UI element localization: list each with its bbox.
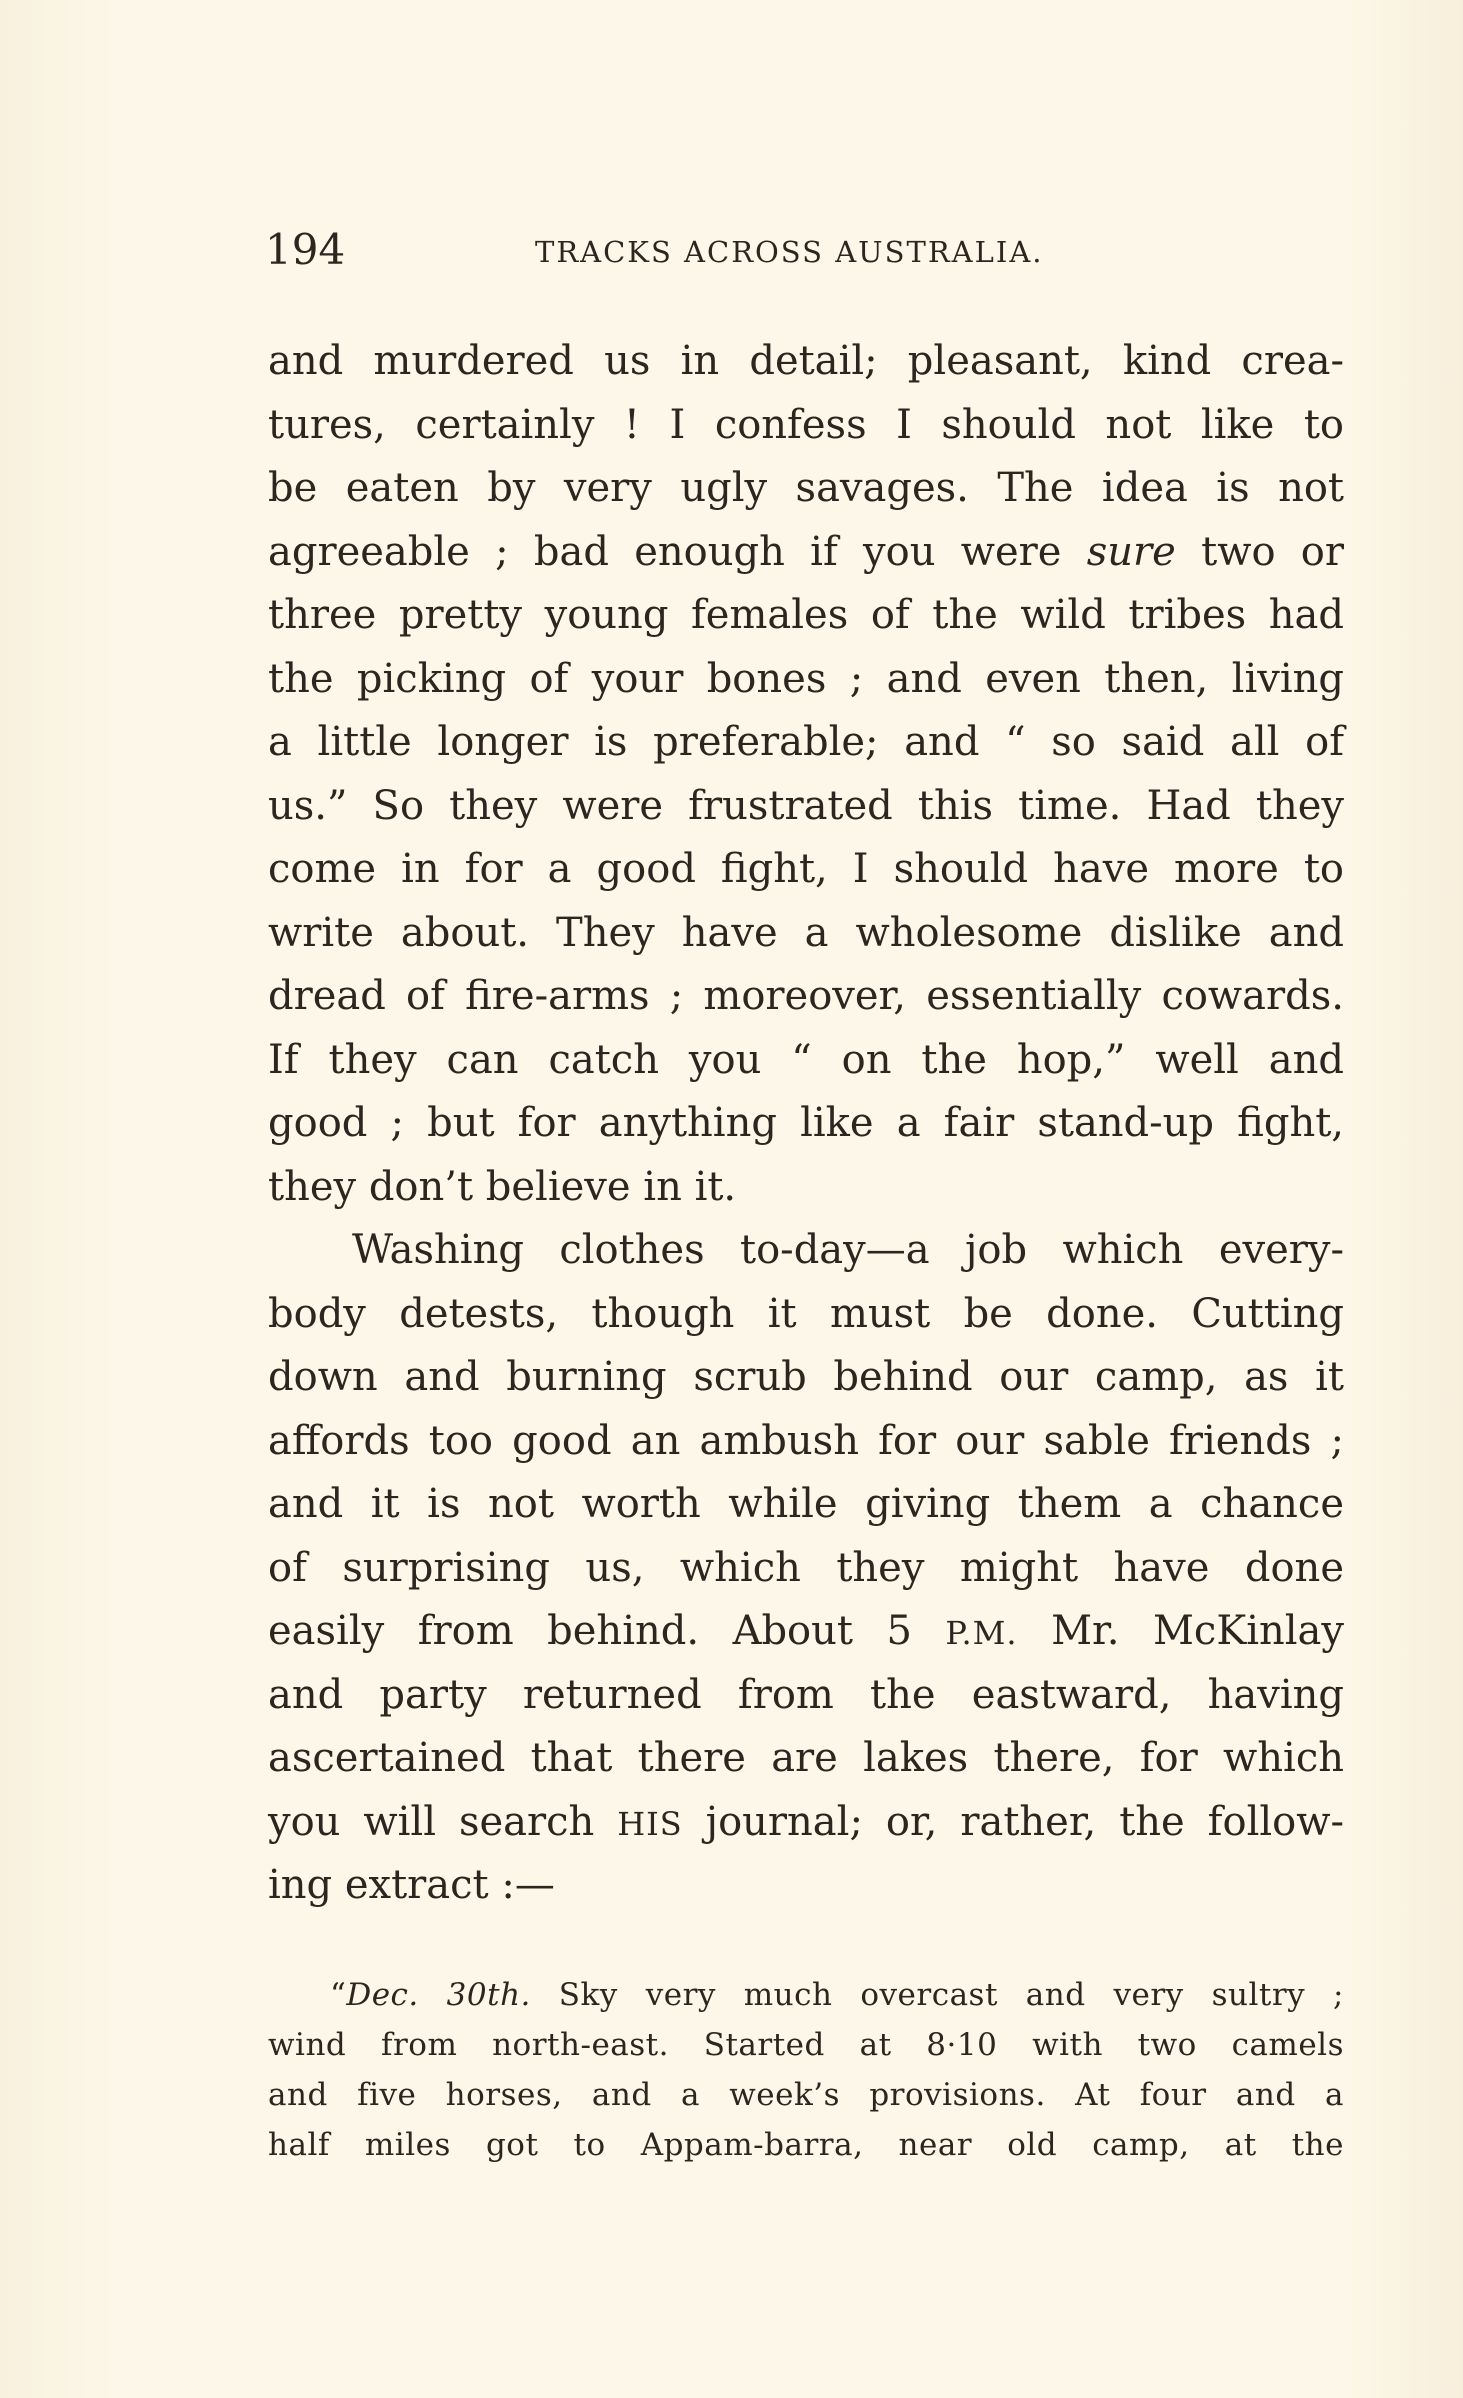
body-line: and party returned from the eastward, having [268,1671,1344,1718]
time-abbreviation: P.M. [945,1614,1018,1652]
emphasis-word: sure [1086,528,1176,575]
body-line [268,1600,1344,1664]
page-number: 194 [265,225,346,274]
body-line [268,521,1344,585]
body-line: write about. They have a wholesome dislike and [268,909,1344,956]
body-line: be eaten by very ugly savages. The idea is not [268,465,1344,511]
body-line: good ; but for anything like a fair stand-up fight, [268,1100,1344,1146]
body-line: a little longer is preferable; and “ so said all of [268,719,1344,765]
body-line: of surprising us, which they might have done [268,1544,1344,1591]
running-title: TRACKS ACROSS AUSTRALIA. [535,235,1044,269]
body-line [268,1791,1344,1855]
body-line: down and burning scrub behind our camp, as it [268,1354,1344,1400]
extract-line-segment: Sky very much overcast and very sultry ; [530,1977,1344,2013]
body-line: and it is not worth while giving them a chance [268,1481,1344,1527]
extract-date: Dec. 30th. [346,1977,531,2013]
body-line: Washing clothes to-day—a job which every- [352,1227,1344,1273]
body-line: come in for a good fight, I should have more to [268,846,1344,892]
extract-line: half miles got to Appam-barra, near old camp, at the [268,2127,1344,2163]
body-line: the picking of your bones ; and even then, living [268,655,1344,702]
body-line: If they can catch you “ on the hop,” well and [268,1036,1344,1083]
body-line-segment: easily from behind. About 5 [268,1608,946,1654]
body-line: and murdered us in detail; pleasant, kind crea- [268,338,1344,384]
extract-line [268,1970,1344,2020]
body-text [268,330,1344,1918]
body-line-segment: two or [1175,528,1345,575]
body-line: dread of fire-arms ; moreover, essentially cowards. [268,973,1344,1019]
body-line: tures, certainly ! I confess I should not like to [268,401,1344,448]
body-line: us.” So they were frustrated this time. Had they [268,782,1344,829]
extract-line: and five horses, and a week’s provisions. At four and a [268,2077,1344,2113]
journal-extract [268,1970,1344,2170]
body-line-segment: agreeable ; bad enough if you were [268,528,1087,575]
body-line-segment: Mr. McKinlay [1017,1608,1344,1654]
body-line: they don’t believe in it. [268,1163,737,1210]
extract-line: wind from north-east. Started at 8·10 with two camels [268,2027,1344,2063]
running-head [265,222,1345,282]
small-caps-word: HIS [617,1804,683,1843]
body-line: three pretty young females of the wild tribes had [268,592,1344,638]
open-quote: “ [330,1977,347,2013]
body-line: affords too good an ambush for our sable friends ; [268,1417,1344,1464]
body-line-segment: journal; or, rather, the follow- [682,1798,1344,1845]
body-line: ascertained that there are lakes there, for which [268,1735,1344,1781]
body-line: ing extract :— [268,1862,555,1908]
body-line-segment: you will search [268,1798,618,1845]
body-line: body detests, though it must be done. Cutting [268,1290,1344,1337]
